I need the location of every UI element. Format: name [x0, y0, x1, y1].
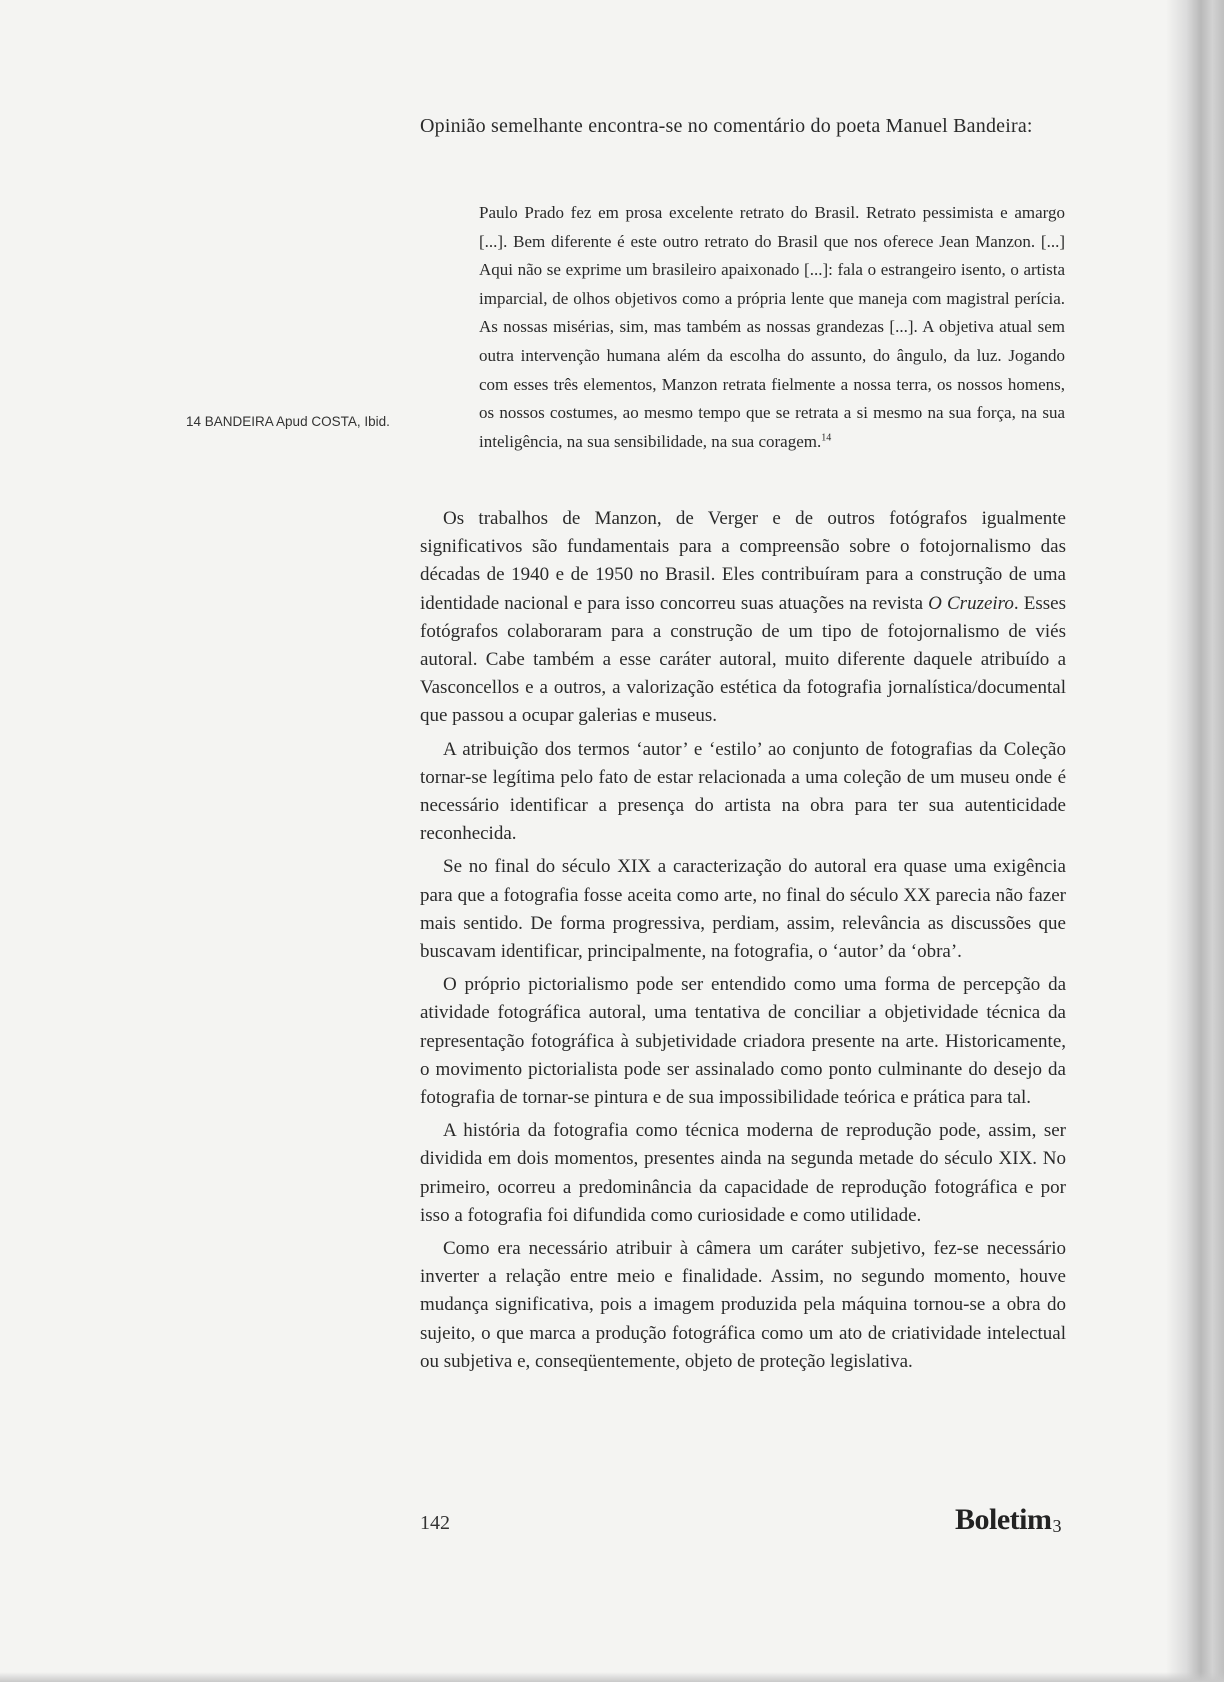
paragraph-3: Se no final do século XIX a caracterização do autoral era quase uma exigência para que a fotografia fosse aceita como arte, no final do século XX parecia não fazer mais sentido. De forma progressiva, perdiam, assim, relevância as discussões que buscavam identificar, principalmente, na fotografia, o ‘autor’ da ‘obra’. [420, 856, 1066, 963]
paragraph-1 [420, 505, 1066, 731]
block-quote-text: Paulo Prado fez em prosa excelente retrato do Brasil. Retrato pessimista e amargo [...]. Bem diferente é este outro retrato do Brasil que nos oferece Jean Manzon. [...] Aqui não se exprime um brasileiro apaixonado [...]: fala o estrangeiro isento, o artista imparcial, de olhos objetivos como a própria lente que maneja com magistral perícia. As nossas misérias, sim, mas também as nossas grandezas [...]. A objetiva atual sem outra intervenção humana além da escolha do assunto, do ângulo, da luz. Jogando com esses três elementos, Manzon retrata fielmente a nossa terra, os nossos homens, os nossos costumes, ao mesmo tempo que se retrata a si mesmo na sua força, na sua inteligência, na sua sensibilidade, na sua coragem. [479, 203, 1065, 451]
paragraph-6: Como era necessário atribuir à câmera um caráter subjetivo, fez-se necessário inverter a relação entre meio e finalidade. Assim, no segundo momento, houve mudança significativa, pois a imagem produzida pela máquina tornou-se a obra do sujeito, o que marca a produção fotográfica como um ato de criatividade intelectual ou subjetiva e, conseqüentemente, objeto de proteção legislativa. [420, 1238, 1066, 1372]
magazine-title: O Cruzeiro [928, 592, 1014, 614]
paragraph-1-part-b: . Esses fotógrafos colaboraram para a construção de um tipo de fotojornalismo de viés autoral. Cabe também a esse caráter autoral, muito diferente daquele atribuído a Vasconcellos e a outros, a valorização estética da fotografia jornalística/documental que passou a ocupar galerias e museus. [420, 592, 1066, 727]
journal-issue: 3 [1052, 1516, 1061, 1536]
journal-name: Boletim [955, 1503, 1052, 1536]
margin-footnote: 14 BANDEIRA Apud COSTA, Ibid. [186, 414, 390, 429]
body-text [420, 505, 1066, 1381]
paragraph-4: O próprio pictorialismo pode ser entendido como uma forma de percepção da atividade fotográfica autoral, uma tentativa de conciliar a objetividade técnica da representação fotográfica à subjetividade criadora presente na arte. Historicamente, o movimento pictorialista pode ser assinalado como ponto culminante do desejo da fotografia de tornar-se pintura e de sua impossibilidade teórica e prática para tal. [420, 974, 1066, 1109]
journal-logo [955, 1503, 1061, 1537]
paragraph-2: A atribuição dos termos ‘autor’ e ‘estilo’ ao conjunto de fotografias da Coleção tornar-se legítima pelo fato de estar relacionada a uma coleção de um museu onde é necessário identificar a presença do artista na obra para ter sua autenticidade reconhecida. [420, 738, 1066, 845]
page-gutter-shadow [1166, 0, 1224, 1682]
paragraph-1-part-a: Os trabalhos de Manzon, de Verger e de outros fotógrafos igualmente significativos são fundamentais para a compreensão sobre o fotojornalismo das décadas de 1940 e de 1950 no Brasil. Eles contribuíram para a construção de uma identidade nacional e para isso concorreu suas atuações na revista [420, 508, 1066, 614]
page-number: 142 [420, 1512, 450, 1534]
paragraph-5: A história da fotografia como técnica moderna de reprodução pode, assim, ser dividida em dois momentos, presentes ainda na segunda metade do século XIX. No primeiro, ocorreu a predominância da capacidade de reprodução fotográfica e por isso a fotografia foi difundida como curiosidade e como utilidade. [420, 1120, 1066, 1226]
page-bottom-edge [0, 1672, 1224, 1682]
block-quote [479, 199, 1065, 456]
footnote-reference: 14 [821, 432, 832, 444]
intro-paragraph: Opinião semelhante encontra-se no comentário do poeta Manuel Bandeira: [420, 115, 1033, 137]
